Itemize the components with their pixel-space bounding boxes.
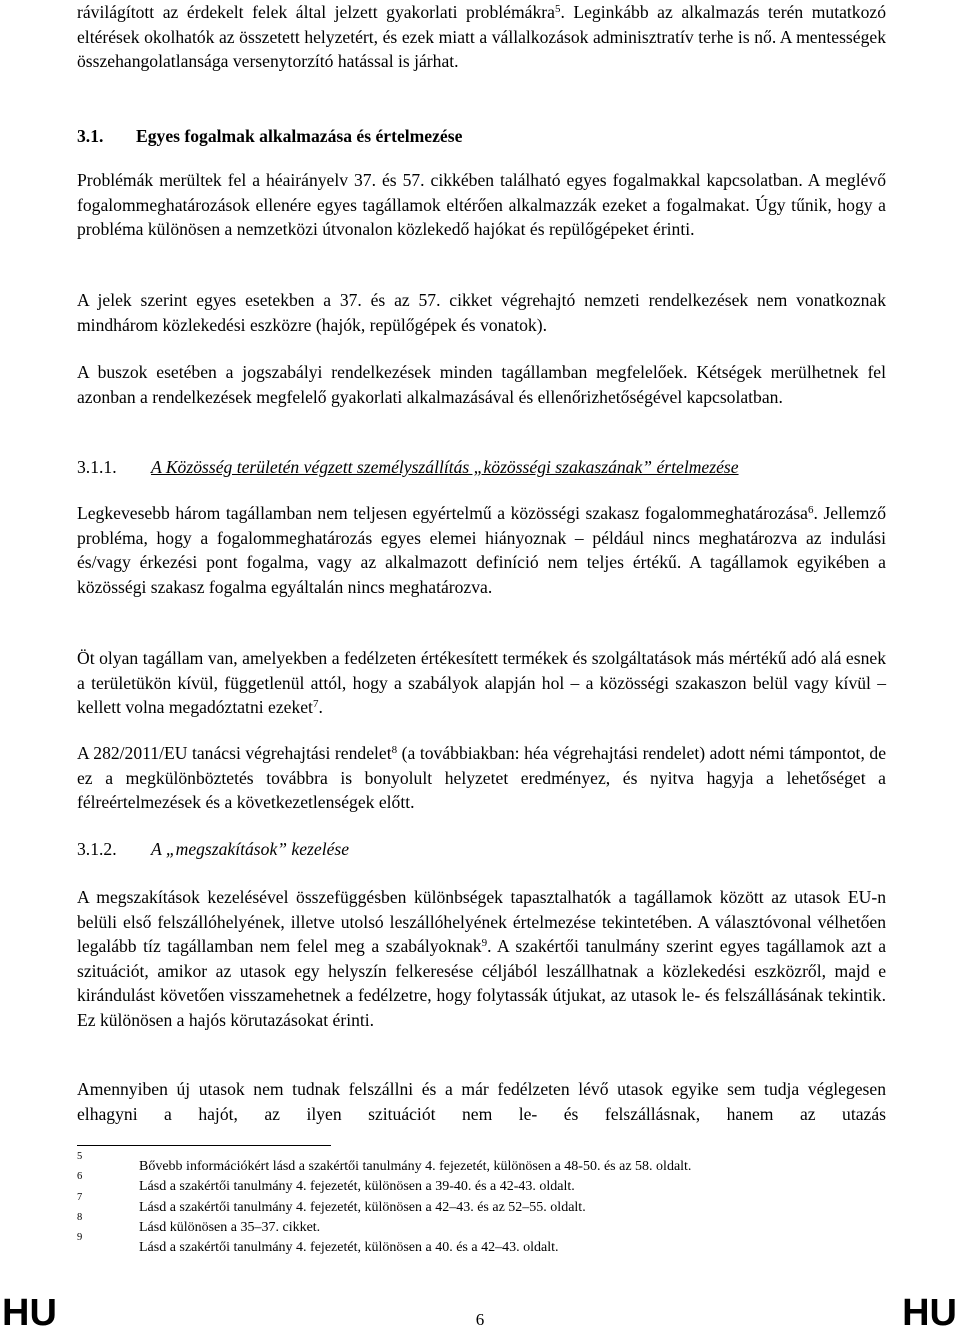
footnote-number: 6: [77, 1171, 83, 1183]
paragraph-text: Amennyiben új utasok nem tudnak felszállni és a már fedélzeten lévő utasok egyike sem tudja véglegesen elhagyni a hajót, az ilyen szituációt nem le- és felszállásnak, hanem az utazás: [77, 1079, 886, 1124]
section-heading-3-1-2: [77, 837, 886, 862]
section-heading-3-1: [77, 124, 886, 149]
section-title: A Közösség területén végzett személyszállítás „közösségi szakaszának” értelmezése: [151, 457, 739, 477]
paragraph-community-section: [77, 501, 886, 599]
footnotes: [77, 1151, 886, 1258]
paragraph-text-b: .: [318, 697, 323, 717]
paragraph-text-a: A megszakítások kezelésével összefüggésben különbségek tapasztalhatók a tagállamok között az utasok EU-n belüli első felszállóhelyének, illetve utolsó leszállóhelyének értelmezése tekintetében. A választóvonal vélhetően legalább tíz tagállamban nem felel meg a szabályoknak: [77, 887, 886, 956]
section-number: 3.1.2.: [77, 839, 117, 859]
paragraph-text-a: Legkevesebb három tagállamban nem teljesen egyértelmű a közösségi szakasz fogalommeghatározása: [77, 503, 808, 523]
paragraph-buses: [77, 360, 886, 409]
footnote-item: [77, 1211, 886, 1238]
footnote-text: Lásd különösen a 35–37. cikket.: [139, 1219, 321, 1235]
footnote-ref-6[interactable]: 6: [808, 504, 814, 516]
footnote-ref-9[interactable]: 9: [481, 937, 488, 949]
footnote-text: Lásd a szakértői tanulmány 4. fejezetét, különösen a 39-40. és a 42-43. oldalt.: [139, 1179, 575, 1195]
footnote-ref-7[interactable]: 7: [312, 698, 319, 710]
paragraph-text-b: . Jellemző probléma, hogy a fogalommeghatározás egyes elemei hiányoznak – például nincs meghatározva az indulási és/vagy érkezési pont fogalma, vagy az alkalmazott definíció nem teljes értékű. A tagállamok egyikében a közösségi szakasz fogalma egyáltalán nincs meghatározva.: [77, 503, 886, 597]
footnote-separator: [77, 1145, 331, 1146]
paragraph-text-b: . A szakértői tanulmány szerint egyes tagállamok azt a szituációt, amikor az utasok egy helyszín felkeresése céljából leszállhatnak a közlekedési eszközről, majd e kirándulást követően visszamehetnek a fedélzetre, hogy folytassák útjukat, az utasok le- és felszállásának tekintik. Ez különösen a hajós körutazásokat érinti.: [77, 936, 887, 1030]
paragraph-text-b: (a továbbiakban: héa végrehajtási rendelet) adott némi támpontot, de ez a megkülönböztetés továbbra is bonyolult helyzetet eredményez, és nyitva hagyja a lehetőséget a félreértelmezések és a következetlenségek előtt.: [77, 743, 887, 812]
section-title: A „megszakítások” kezelése: [151, 839, 350, 859]
paragraph-text: Problémák merültek fel a héairányelv 37. és 57. cikkében található egyes fogalmakkal kapcsolatban. A meglévő fogalommeghatározások ellenére egyes tagállamok eltérően alkalmazzák ezeket a fogalmakat. Úgy tűnik, hogy a probléma különösen a nemzetközi útvonalon közlekedő hajókat és repülőgépeket érinti.: [77, 170, 886, 239]
intro-text-a: rávilágított az érdekelt felek által jelzett gyakorlati problémákra: [77, 2, 555, 22]
footnote-number: 9: [77, 1232, 83, 1244]
paragraph-intro: [77, 0, 886, 74]
language-code-left: HU: [2, 1292, 57, 1334]
section-heading-3-1-1: [77, 455, 886, 480]
paragraph-stopovers: [77, 885, 886, 1032]
section-number: 3.1.1.: [77, 457, 117, 477]
intro-text-b: . Leginkább az alkalmazás terén mutatkozó eltérések okolhatók az összetett helyzetért, és ezek miatt a vállalkozások adminisztratív terhe is nő. A mentességek összehangolatlansága versenytorzító hatással is járhat.: [77, 2, 886, 71]
paragraph-text: A jelek szerint egyes esetekben a 37. és az 57. cikket végrehajtó nemzeti rendelkezések nem vonatkoznak mindhárom közlekedési eszközre (hajók, repülőgépek és vonatok).: [77, 290, 886, 335]
paragraph-text: A buszok esetében a jogszabályi rendelkezések minden tagállamban megfelelőek. Kétségek merülhetnek fel azonban a rendelkezések megfelelő gyakorlati alkalmazásával és ellenőrizhetőségével kapcsolatban.: [77, 362, 886, 407]
footnote-ref-8[interactable]: 8: [391, 744, 398, 756]
footnote-number: 8: [77, 1211, 83, 1223]
footnote-item: [77, 1232, 886, 1258]
paragraph-implementing-regulation: [77, 741, 886, 815]
paragraph-five-member-states: [77, 646, 886, 720]
footnote-item: [77, 1171, 886, 1197]
footnote-text: Lásd a szakértői tanulmány 4. fejezetét, különösen a 40. és a 42–43. oldalt.: [139, 1240, 559, 1256]
section-number: 3.1.: [77, 126, 104, 146]
footnote-text: Bővebb információkért lásd a szakértői tanulmány 4. fejezetét, különösen a 48-50. és az 58. oldalt.: [139, 1159, 692, 1174]
footnote-item: [77, 1151, 886, 1177]
footnote-number: 7: [77, 1191, 83, 1203]
paragraph-new-passengers: [77, 1077, 886, 1151]
paragraph-text-a: Öt olyan tagállam van, amelyekben a fedélzeten értékesített termékek és szolgáltatások más mértékű adó alá esnek a területükön kívül, függetlenül attól, hogy a szabályok alapján hol – a közösségi szakaszon belül vagy kívül – kellett volna megadóztatni ezeket: [77, 648, 886, 717]
footnote-item: [77, 1191, 886, 1218]
language-code-right: HU: [902, 1292, 957, 1334]
paragraph-national-provisions: [77, 288, 886, 337]
footnote-ref-5[interactable]: 5: [554, 3, 561, 15]
paragraph-concepts: [77, 168, 886, 242]
section-title: Egyes fogalmak alkalmazása és értelmezése: [136, 126, 463, 146]
paragraph-text-a: A 282/2011/EU tanácsi végrehajtási rendelet: [77, 743, 392, 763]
footnote-number: 5: [77, 1151, 83, 1162]
footnote-text: Lásd a szakértői tanulmány 4. fejezetét, különösen a 42–43. és az 52–55. oldalt.: [139, 1199, 586, 1215]
page-number: 6: [475, 1310, 485, 1329]
